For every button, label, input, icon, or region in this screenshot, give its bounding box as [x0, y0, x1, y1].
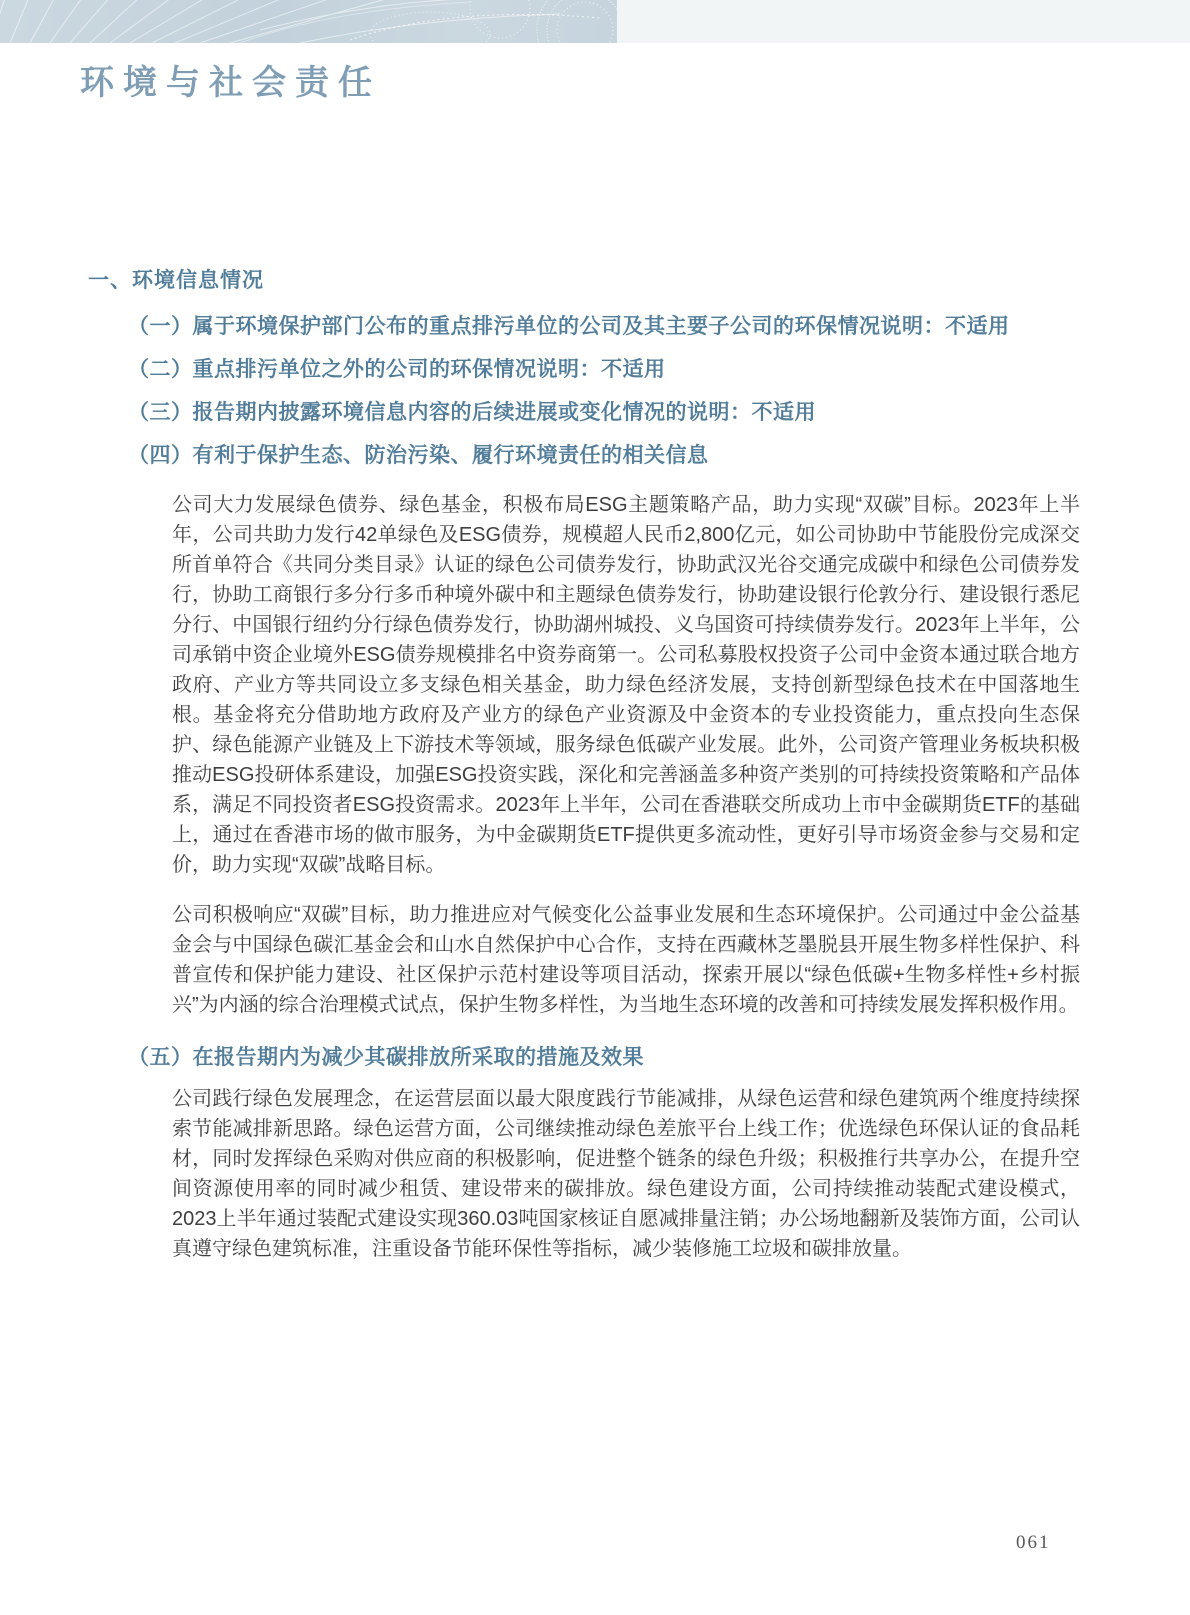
header-band-extension: [617, 0, 1190, 43]
subsection-heading-4: （四）有利于保护生态、防治污染、履行环境责任的相关信息: [128, 444, 709, 467]
page-number: 061: [1016, 1532, 1051, 1553]
subsection-heading-2: （二）重点排污单位之外的公司的环保情况说明：不适用: [128, 358, 666, 381]
esg-green-finance-paragraph: 公司大力发展绿色债券、绿色基金，积极布局ESG主题策略产品，助力实现“双碳”目标。2023年上半年，公司共助力发行42单绿色及ESG债券，规模超人民币2,800亿元，如公司协助中节能股份完成深交所首单符合《共同分类目录》认证的绿色公司债券发行，协助武汉光谷交通完成碳中和绿色公司债券发行，协助工商银行多分行多币种境外碳中和主题绿色债券发行，协助建设银行伦敦分行、建设银行悉尼分行、中国银行纽约分行绿色债券发行，协助湖州城投、义乌国资可持续债券发行。2023年上半年，公司承销中资企业境外ESG债券规模排名中资券商第一。公司私募股权投资子公司中金资本通过联合地方政府、产业方等共同设立多支绿色相关基金，助力绿色经济发展，支持创新型绿色技术在中国落地生根。基金将充分借助地方政府及产业方的绿色产业资源及中金资本的专业投资能力，重点投向生态保护、绿色能源产业链及上下游技术等领域，服务绿色低碳产业发展。此外，公司资产管理业务板块积极推动ESG投研体系建设，加强ESG投资实践，深化和完善涵盖多种资产类别的可持续投资策略和产品体系，满足不同投资者ESG投资需求。2023年上半年，公司在香港联交所成功上市中金碳期货ETF的基础上，通过在香港市场的做市服务，为中金碳期货ETF提供更多流动性，更好引导市场资金参与交易和定价，助力实现“双碳”战略目标。: [172, 494, 1080, 876]
carbon-reduction-measures-paragraph: 公司践行绿色发展理念，在运营层面以最大限度践行节能减排，从绿色运营和绿色建筑两个维度持续探索节能减排新思路。绿色运营方面，公司继续推动绿色差旅平台上线工作；优选绿色环保认证的食品耗材，同时发挥绿色采购对供应商的积极影响，促进整个链条的绿色升级；积极推行共享办公，在提升空间资源使用率的同时减少租赁、建设带来的碳排放。绿色建设方面，公司持续推动装配式建设模式，2023上半年通过装配式建设实现360.03吨国家核证自愿减排量注销；办公场地翻新及装饰方面，公司认真遵守绿色建筑标准，注重设备节能环保性等指标，减少装修施工垃圾和碳排放量。: [172, 1088, 1080, 1260]
header-band: [0, 0, 1190, 43]
section-heading: 一、环境信息情况: [88, 269, 264, 292]
subsection-heading-3: （三）报告期内披露环境信息内容的后续进展或变化情况的说明：不适用: [128, 401, 816, 424]
subsection-heading-1: （一）属于环境保护部门公布的重点排污单位的公司及其主要子公司的环保情况说明：不适用: [128, 315, 1010, 338]
page-title: 环境与社会责任: [80, 65, 381, 102]
dual-carbon-charity-paragraph: 公司积极响应“双碳”目标，助力推进应对气候变化公益事业发展和生态环境保护。公司通过中金公益基金会与中国绿色碳汇基金会和山水自然保护中心合作，支持在西藏林芝墨脱县开展生物多样性保护、科普宣传和保护能力建设、社区保护示范村建设等项目活动，探索开展以“绿色低碳+生物多样性+乡村振兴”为内涵的综合治理模式试点，保护生物多样性，为当地生态环境的改善和可持续发展发挥积极作用。: [172, 904, 1080, 1016]
subsection-heading-5: （五）在报告期内为减少其碳排放所采取的措施及效果: [128, 1046, 644, 1069]
header-decor-pattern-image: [0, 0, 617, 43]
subsection-list: [0, 315, 1190, 468]
